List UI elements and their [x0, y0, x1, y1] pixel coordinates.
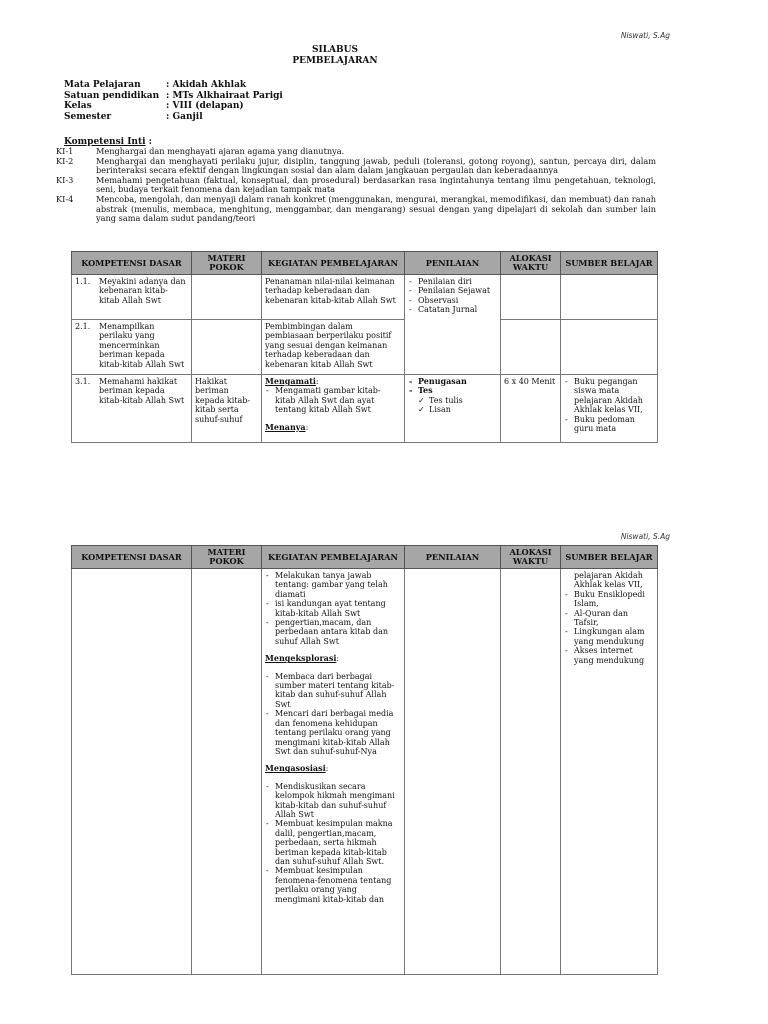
header-kegiatan: KEGIATAN PEMBELAJARAN: [262, 252, 405, 275]
document-title: [0, 45, 670, 67]
menanya-label: Menanya: [265, 421, 306, 432]
mengasosiasi-heading: [265, 764, 401, 773]
identity-value: : MTs Alkhairaat Parigi: [166, 90, 283, 101]
list-item: - Buku pegangan siswa mata pelajaran Akidah Akhlak kelas VII,: [564, 377, 654, 415]
page-2: [0, 526, 768, 1024]
table-header-row: [72, 252, 658, 275]
table-row: [72, 275, 658, 320]
sumber-cell: [561, 375, 658, 443]
kegiatan-cell: Penanaman nilai-nilai keimanan terhadap keberadaan dan kebenaran kitab-kitab Allah Swt: [262, 275, 405, 320]
identity-row: [64, 101, 283, 112]
header-sumber-belajar: SUMBER BELAJAR: [561, 546, 658, 569]
identity-value: : Ganjil: [166, 111, 203, 122]
identity-row: [64, 112, 283, 123]
kd-number: 2.1.: [75, 322, 91, 331]
table-row: [72, 320, 658, 375]
identity-block: [64, 80, 283, 122]
mengamati-colon: :: [315, 377, 319, 386]
mengamati-heading: [265, 377, 401, 386]
list-item: - Mendiskusikan secara kelompok hikmah mengimani kitab-kitab dan suhuf-suhuf Allah Swt: [265, 782, 401, 820]
mengeksplorasi-colon: :: [336, 654, 340, 664]
identity-key: Semester: [64, 111, 112, 122]
ki-text: Menghargai dan menghayati ajaran agama yang dianutnya.: [96, 146, 345, 156]
menanya-colon: :: [305, 422, 309, 432]
header-kompetensi-dasar: KOMPETENSI DASAR: [72, 546, 192, 569]
kd-number: 3.1.: [75, 377, 91, 386]
author-header: Niswati, S.Ag: [620, 31, 670, 40]
ki-text: Mencoba, mengolah, dan menyaji dalam ranah konkret (menggunakan, mengurai, merangkai, memodifikasi, dan membuat) dan ranah abstrak (menulis, membaca, menghitung, menggambar, dan mengarang) sesuai dengan yang dipelajari di sekolah dan sumber lain yang sama dalam sudut pandang/teori: [96, 193, 656, 224]
list-item: - pengertian,macam, dan perbedaan antara kitab dan suhuf Allah Swt: [265, 618, 401, 646]
kegiatan-cell: [262, 375, 405, 443]
list-item: - Lingkungan alam yang mendukung: [564, 627, 654, 646]
materi-cell: [192, 320, 262, 375]
table-row: [72, 375, 658, 443]
list-item: - Melakukan tanya jawab tentang: gambar yang telah diamati: [265, 571, 401, 599]
ki-code: KI-4: [56, 193, 74, 204]
kd-text: Meyakini adanya dan kebenaran kitab-kitab Allah Swt: [99, 277, 186, 305]
header-materi-pokok: MATERI POKOK: [192, 252, 262, 275]
penilaian-cell: [405, 569, 501, 975]
header-alokasi-waktu: ALOKASI WAKTU: [501, 546, 561, 569]
kd-text: Memahami hakikat beriman kepada kitab-kitab Allah Swt: [99, 377, 185, 405]
list-item: - Membuat kesimpulan fenomena-fenomena tentang perilaku orang yang mengimani kitab-kitab dan: [265, 866, 401, 904]
kd-cell: [72, 275, 192, 320]
list-item: - Observasi: [408, 296, 497, 305]
penilaian-cell: [405, 275, 501, 375]
ki-code: KI-3: [56, 174, 74, 185]
mengamati-label: Mengamati: [265, 376, 316, 386]
list-item: - Buku Ensiklopedi Islam,: [564, 590, 654, 609]
ki-item: [56, 176, 656, 195]
mengeksplorasi-heading: [265, 654, 401, 663]
ki-item: [56, 195, 656, 224]
header-sumber-belajar: SUMBER BELAJAR: [561, 252, 658, 275]
list-item: - Penilaian diri: [408, 277, 497, 286]
header-penilaian: PENILAIAN: [405, 252, 501, 275]
list-item: ✓ Tes tulis: [418, 396, 497, 405]
materi-cell: [192, 275, 262, 320]
sumber-cell: [561, 569, 658, 975]
kd-cell: [72, 320, 192, 375]
list-item: - Membaca dari berbagai sumber materi tentang kitab-kitab dan suhuf-suhuf Allah Swt: [265, 672, 401, 710]
materi-cell: Hakikat beriman kepada kitab-kitab serta suhuf-suhuf: [192, 375, 262, 443]
ki-text: Memahami pengetahuan (faktual, konseptual, dan prosedural) berdasarkan rasa ingintahunya tentang ilmu pengetahuan, teknologi, seni, budaya terkait fenomena dan kejadian tampak mata: [96, 174, 656, 195]
list-item: - Buku pedoman guru mata: [564, 415, 654, 434]
header-alokasi-waktu: ALOKASI WAKTU: [501, 252, 561, 275]
ki-heading-colon: :: [145, 137, 153, 147]
identity-key: Mata Pelajaran: [64, 80, 141, 90]
header-penilaian: PENILAIAN: [405, 546, 501, 569]
list-item: - Membuat kesimpulan makna dalil, pengertian,macam, perbedaan, serta hikmah beriman kepada kitab-kitab dan suhuf-suhuf Allah Swt.: [265, 819, 401, 866]
identity-key: Kelas: [64, 101, 92, 111]
sumber-cell: [561, 275, 658, 320]
list-item: - Penugasan: [408, 377, 497, 386]
list-item: - Catatan Jurnal: [408, 305, 497, 314]
author-header: Niswati, S.Ag: [620, 532, 670, 541]
list-item: ✓ Lisan: [418, 405, 497, 414]
sumber-continuation: pelajaran Akidah Akhlak kelas VII,: [574, 571, 643, 590]
alokasi-cell: [501, 320, 561, 375]
kegiatan-cell: Pembimbingan dalam pembiasaan berperilaku positif yang sesuai dengan keimanan terhadap keberadaan dan kebenaran kitab Allah Swt: [262, 320, 405, 375]
table-header-row: [72, 546, 658, 569]
materi-cell: [192, 569, 262, 975]
list-item: - Mencari dari berbagai media dan fenomena kehidupan tentang perilaku orang yang mengimani kitab-kitab Allah Swt dan suhuf-suhuf-Nya: [265, 709, 401, 756]
alokasi-cell: [501, 275, 561, 320]
header-kompetensi-dasar: KOMPETENSI DASAR: [72, 252, 192, 275]
sumber-cell: [561, 320, 658, 375]
list-item: - Al-Quran dan Tafsir,: [564, 609, 654, 628]
ki-list: [56, 147, 656, 224]
kd-text: Menampilkan perilaku yang mencerminkan beriman kepada kitab-kitab Allah Swt: [99, 322, 185, 369]
kd-cell: [72, 569, 192, 975]
syllabus-table-page-2: [71, 545, 658, 975]
ki-code: KI-1: [56, 146, 74, 156]
ki-heading-label: Kompetensi Inti: [64, 137, 146, 147]
table-row: [72, 569, 658, 975]
header-kegiatan: KEGIATAN PEMBELAJARAN: [262, 546, 405, 569]
ki-item: [56, 157, 656, 176]
list-item: - Mengamati gambar kitab-kitab Allah Swt dan ayat tentang kitab Allah Swt: [265, 386, 401, 414]
list-item: - Tes: [408, 386, 497, 395]
list-item: - Penilaian Sejawat: [408, 286, 497, 295]
syllabus-table-page-1: [71, 251, 658, 443]
identity-row: [64, 80, 283, 91]
title-line-2: PEMBELAJARAN: [292, 56, 378, 66]
list-item: - isi kandungan ayat tentang kitab-kitab Allah Swt: [265, 599, 401, 618]
mengasosiasi-colon: :: [325, 764, 329, 774]
kd-cell: [72, 375, 192, 443]
identity-value: : Akidah Akhlak: [166, 80, 247, 90]
ki-code: KI-2: [56, 155, 74, 166]
identity-row: [64, 91, 283, 102]
page-1: [0, 0, 768, 500]
identity-key: Satuan pendidikan: [64, 90, 160, 101]
kd-number: 1.1.: [75, 277, 91, 286]
penilaian-cell: [405, 375, 501, 443]
mengasosiasi-label: Mengasosiasi: [265, 763, 326, 774]
ki-text: Menghargai dan menghayati perilaku jujur, disiplin, tanggung jawab, peduli (toleransi, gotong royong), santun, percaya diri, dalam berinteraksi secara efektif dengan lingkungan sosial dan alam dalam jangkauan pergaulan dan keberadaannya: [96, 155, 656, 176]
alokasi-cell: 6 x 40 Menit: [501, 375, 561, 443]
header-materi-pokok: MATERI POKOK: [192, 546, 262, 569]
identity-value: : VIII (delapan): [166, 101, 244, 111]
kegiatan-cell: [262, 569, 405, 975]
alokasi-cell: [501, 569, 561, 975]
mengeksplorasi-label: Mengeksplorasi: [265, 653, 337, 664]
list-item: - Akses internet yang mendukung: [564, 646, 654, 665]
menanya-heading: [265, 423, 401, 432]
title-line-1: SILABUS: [312, 45, 358, 55]
